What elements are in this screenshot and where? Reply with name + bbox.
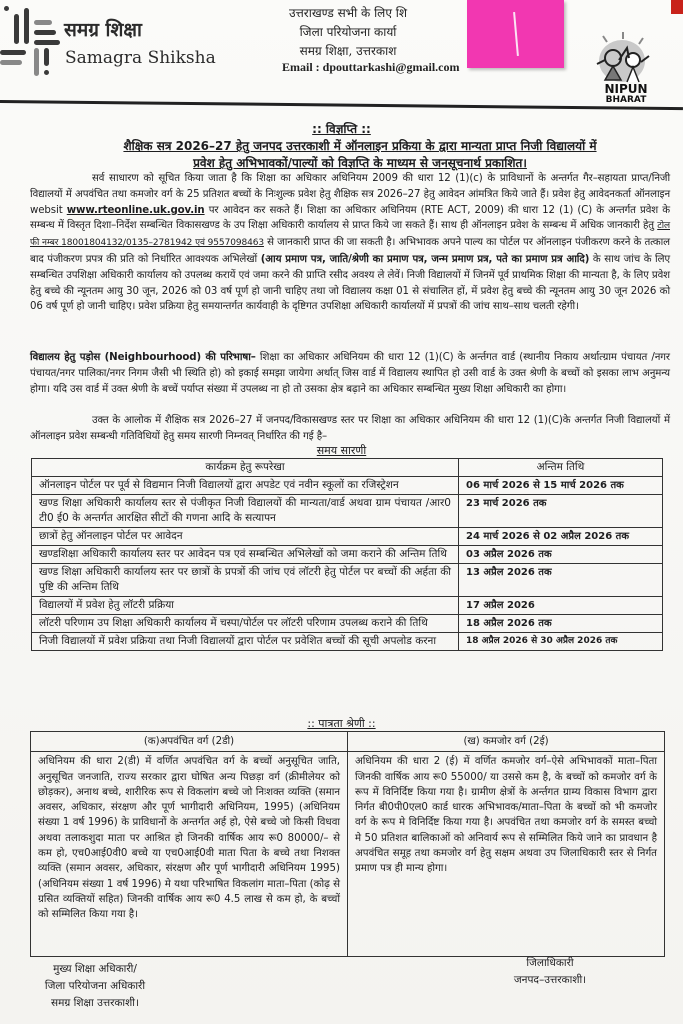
nipun-text: NIPUN <box>604 82 648 96</box>
p1-text-d: के साथ जांच के लिए सम्बन्धित उपशिक्षा अधिकारी कार्यालय को उपलब्ध करायें एवं जमा करने की प्राप्ति रसीद अवश्य ले लेवें। निजी विद्यालयों में जिनमें पूर्व प्राथमिक शिक्षा की मान्यता है, के लिए प्रवेश हेतु बच्चे की न्यूनतम आयु 30 जून, 2026 को 03 वर्ष पूर्ण हो जानी चाहिए तथा जो विद्यालय कक्षा 01 से संचालित हों, में प्रवेश हेतु बच्चे की न्यूनतम आयु 30 जून 2026 को 06 वर्ष पूर्ण हो जानी चाहिए। प्रवेश प्रक्रिया हेतु समयान्तर्गत कार्यवाही के दृष्टिगत उपशिक्षा अधिकारी कार्यालयों में प्रपत्रों की जांच साथ–साथ चलती रहेगी। <box>30 253 670 313</box>
eligibility-header-disadvantaged: (क)अपवंचित वर्ग (2डी) <box>31 732 348 752</box>
signature-line: जिला परियोजना अधिकारी <box>44 980 146 992</box>
notice-subject-line-2: प्रवेश हेतु अभिभावकों/पाल्यों को विज्ञप्ति के माध्यम से जनसूचनार्थ प्रकाशित। <box>193 156 527 170</box>
schedule-row <box>32 564 663 597</box>
schedule-row <box>32 597 663 615</box>
p1-text-a: सर्व साधारण को सूचित किया जाता है कि शिक्षा का अधिकार अधिनियम 2009 की धारा 12 (1)(c) के प्राविधानों के अन्तर्गत गैर–सहायता प्राप्त/निजी विद्यालयों में अपवंचित तथा कमजोर वर्ग के 25 प्रतिशत बच्चों के निःशुल्क प्रवेश हेतु शैक्षिक सत्र 2026–27 हेतु आवेदन आंमत्रित किये जाते हैं। प्रवेश हेतु आवेदनकर्ता ऑनलाइन websit <box>30 173 670 216</box>
paragraph-neighbourhood <box>30 350 670 397</box>
schedule-intro-text: उक्त के आलोक में शैक्षिक सत्र 2026–27 में जनपद/विकासखण्ड स्तर पर शिक्षा का अधिकार अधिनियम की धारा 12 (1)(C)के अन्तर्गत निजी विद्यालयों में ऑनलाइन प्रवेश सम्बन्धी गतिविधियों हेतु समय सारणी निम्नवत् निर्धारित की गई है– <box>30 415 670 442</box>
schedule-date: 17 अप्रैल 2026 <box>459 597 663 615</box>
schedule-activity: विद्यालयों में प्रवेश हेतु लॉटरी प्रक्रिया <box>32 597 459 615</box>
signature-line: जनपद–उत्तरकाशी। <box>513 974 587 986</box>
eligibility-header-weaker: (ख) कमजोर वर्ग (2ई) <box>348 732 665 752</box>
samagra-shiksha-logo-icon <box>0 6 60 74</box>
schedule-header-date: अन्तिम तिथि <box>459 459 663 477</box>
tollfree-numbers: टोल फी नम्बर 18001804132/0135–2781942 एवं 9557098463 <box>30 221 670 249</box>
schedule-row <box>32 477 663 495</box>
schedule-activity: छात्रों हेतु ऑनलाइन पोर्टल पर आवेदन <box>32 528 459 546</box>
signature-line: जिलाधिकारी <box>526 957 574 969</box>
signature-line: समग्र शिक्षा उत्तरकाशी। <box>50 997 139 1009</box>
eligibility-header-row <box>31 732 665 752</box>
schedule-activity: खण्ड शिक्षा अधिकारी कार्यालय स्तर से पंजीकृत निजी विद्यालयों की मान्यता/वार्ड अथवा ग्राम पंचायत /आर0 टी0 ई0 के अन्तर्गत आरक्षित सीटों की गणना आदि के सत्यापन <box>32 495 459 528</box>
signature-chief-education-officer <box>30 961 160 1012</box>
signature-line: मुख्य शिक्षा अधिकारी/ <box>53 963 137 975</box>
schedule-date: 06 मार्च 2026 से 15 मार्च 2026 तक <box>459 477 663 495</box>
notice-heading <box>0 120 683 137</box>
schedule-table <box>31 458 663 651</box>
logo-title-english: Samagra Shiksha <box>65 48 216 68</box>
schedule-activity: निजी विद्यालयों में प्रवेश प्रक्रिया तथा निजी विद्यालयों द्वारा पोर्टल पर प्रवेशित बच्चों की सूची अपलोड करना <box>32 633 459 651</box>
neighbourhood-label: विद्यालय हेतु पड़ोस (Neighbourhood) की परिभाषा– <box>30 352 256 363</box>
red-corner-mark <box>671 0 683 14</box>
eligibility-row <box>31 752 665 957</box>
office-line-1: उत्तराखण्ड सभी के लिए शि <box>288 6 408 20</box>
schedule-activity: ऑनलाइन पोर्टल पर पूर्व से विद्यमान निजी विद्यालयों द्वारा अपडेट एवं नवीन स्कूलों का रजिस्ट्रेशन <box>32 477 459 495</box>
logo-title-hindi: समग्र शिक्षा <box>64 19 142 41</box>
schedule-row <box>32 528 663 546</box>
schedule-date: 03 अप्रैल 2026 तक <box>459 546 663 564</box>
nipun-bharat-logo-icon <box>583 30 663 108</box>
p1-text-b: पर आवेदन कर सकते हैं। शिक्षा का अधिकार अधिनियम (RTE ACT, 2009) की धारा 12 (1) (C) के अन्तर्गत प्रवेश के सम्बन्ध में विस्तृत दिशा–निर्देश सम्बन्धित विकासखण्ड के उप शिक्षा अधिकारी कार्यालय से प्राप्त किये जा सकते हैं। साथ ही ऑनलाइन प्रवेश के सम्बन्ध में अधिक जानकारी हेतु <box>30 204 670 232</box>
schedule-activity: खण्डशिक्षा अधिकारी कार्यालय स्तर पर आवेदन पत्र एवं सम्बन्धित अभिलेखों को जमा कराने की अन्तिम तिथि <box>32 546 459 564</box>
schedule-row <box>32 495 663 528</box>
office-email: Email : dpouttarkashi@gmail.com <box>282 60 460 74</box>
sticky-note <box>467 0 564 68</box>
schedule-date: 18 अप्रैल 2026 से 30 अप्रैल 2026 तक <box>459 633 663 651</box>
signature-district-magistrate <box>500 955 600 989</box>
office-address <box>208 4 488 61</box>
office-line-2: जिला परियोजना कार्या <box>299 25 397 39</box>
schedule-header-activity: कार्यक्रम हेतु रूपरेखा <box>32 459 459 477</box>
eligibility-table <box>30 731 665 957</box>
office-line-3: समग्र शिक्षा, उत्तरकाश <box>299 44 397 58</box>
schedule-row <box>32 546 663 564</box>
schedule-activity: खण्ड शिक्षा अधिकारी कार्यालय स्तर पर छात्रों के प्रपत्रों की जांच एवं लॉटरी हेतु पोर्टल पर बच्चों की अर्हता की पुष्टि की अन्तिम तिथि <box>32 564 459 597</box>
schedule-header-row <box>32 459 663 477</box>
paragraph-schedule-intro <box>30 413 670 445</box>
schedule-row <box>32 615 663 633</box>
notice-subject-line-1: शैक्षिक सत्र 2026–27 हेतु जनपद उत्तरकाशी में ऑनलाइन प्रकिया के द्वारा मान्यता प्राप्त निजी विद्यालयों में <box>123 139 597 153</box>
schedule-date: 23 मार्च 2026 तक <box>459 495 663 528</box>
bharat-text: BHARAT <box>605 95 647 105</box>
schedule-title: समय सारणी <box>316 444 367 457</box>
header-divider <box>0 100 683 110</box>
schedule-row <box>32 633 663 651</box>
notice-heading-text: :: विज्ञप्ति :: <box>312 122 371 136</box>
schedule-date: 18 अप्रैल 2026 तक <box>459 615 663 633</box>
paragraph-general-info <box>30 171 670 315</box>
neighbourhood-text: शिक्षा का अधिकार अधिनियम की धारा 12 (1)(C) के अर्न्तगत वार्ड (स्थानीय निकाय अर्थात्ग्राम पंचायत /नगर पंचायत/नगर पालिका/नगर निगम जैसी भी स्थिति हो) को इकाई समझा जायेगा अर्थात् जिस वार्ड में विद्यालय स्थापित हो उसी वार्ड के उक्त श्रेणी के बच्चों को इसका लाभ अनुमन्य होगा। यदि उस वार्ड में उक्त श्रेणी के बच्चें पर्याप्त संख्या में उपलब्ध ना हो तो उसका क्षेत्र बढ़ाने का अधिकार सम्बन्धित मुख्य शिक्षा अधिकारी का होगा। <box>30 352 670 395</box>
disadvantaged-group-text: अधिनियम की धारा 2(डी) में वर्णित अपवंचित वर्ग के बच्चों अनुसूचित जाति, अनुसूचित जनजाति, राज्य सरकार द्वारा घोषित अन्य पिछड़ा वर्ग (क्रीमीलेयर को छोड़कर), अनाथ बच्चे, शारीरिक रूप से विकलांग बच्चे जो निःशक्त व्यक्ति (समान अवसर, अधिकार, संरक्षण और पूर्ण भागीदारी अधिनियम, 1995) (अधिनियम संख्या 1 वर्ष 1996) के प्राविधानों के अन्तर्गत अर्ह हो, ऐसे बच्चे जो किसी विधवा अथवा तलाकशुदा माता पर आश्रित हो जिनकी वार्षिक आय रू0 80000/– से कम हो, एच0आई0वी0 बच्चे या एच0आई0वी माता पिता के बच्चे तथा निशक्त व्यक्ति (समान अवसर, अधिकार, संरक्षण और पूर्ण भागीदारी अधिनियम 1995) (अधिनियम संख्या 1 वर्ष 1996) मे यथा परिभाषित विकलांग माता–पिता (कोढ़ से ग्रसित व्यक्तियों सहित) जिनकी वार्षिक आय रू0 4.5 लाख से कम हो, के बच्चों को सम्मिलित किया गया है। <box>31 752 348 957</box>
schedule-activity: लॉटरी परिणाम उप शिक्षा अधिकारी कार्यालय में चस्पा/पोर्टल पर लॉटरी परिणाम उपलब्ध कराने की तिथि <box>32 615 459 633</box>
rte-website-link[interactable]: www.rteonline.uk.gov.in <box>66 204 205 216</box>
eligibility-title: :: पात्रता श्रेणी :: <box>307 717 376 730</box>
required-documents: (आय प्रमाण पत्र, जाति/श्रेणी का प्रमाण पत्र, जन्म प्रमाण प्रत्र, पते का प्रमाण प्रत्र आदि) <box>260 253 590 265</box>
p1-text-c: से जानकारी प्राप्त की जा सकती है। अभिभावक अपने पाल्य का पोर्टल पर ऑनलाइन पंजीकरण करने के तत्काल बाद पंजीकरण प्रपत्र की प्रति को निर्धारित आवश्यक अभिलेखों <box>30 237 670 265</box>
children-illustration-icon <box>583 30 663 86</box>
schedule-date: 24 मार्च 2026 से 02 अप्रैल 2026 तक <box>459 528 663 546</box>
schedule-date: 13 अप्रैल 2026 तक <box>459 564 663 597</box>
weaker-section-text: अधिनियम की धारा 2 (ई) में वर्णित कमजोर वर्ग–ऐसे अभिभावकों माता–पिता जिनकी वार्षिक आय रू0 55000/ या उससे कम है, के बच्चों को कमजोर वर्ग के रूप में विनिर्दिष्ट किया गया है। ग्रामीण क्षेत्रों के अर्न्तगत ग्राम्य विकास विभाग द्वारा निर्गत बी0पी0एल0 कार्ड धारक अभिभावक/माता–पिता के बच्चों को भी कमजोर वर्ग के रूप मे विनिर्दिष्ट किया गया है। अपवंचित तथा कमजोर वर्ग के समस्त बच्चो मे 50 प्रतिशत बालिकाओं को अनिवार्य रूप से सम्मिलित किये जाने का प्रावधान है अपवंचित समूह तथा कमजोर वर्ग हेतु सक्षम अथवा उप जिलाधिकारी स्तर से निर्गत प्रमाण पत्र ही मान्य होगा। <box>348 752 665 957</box>
